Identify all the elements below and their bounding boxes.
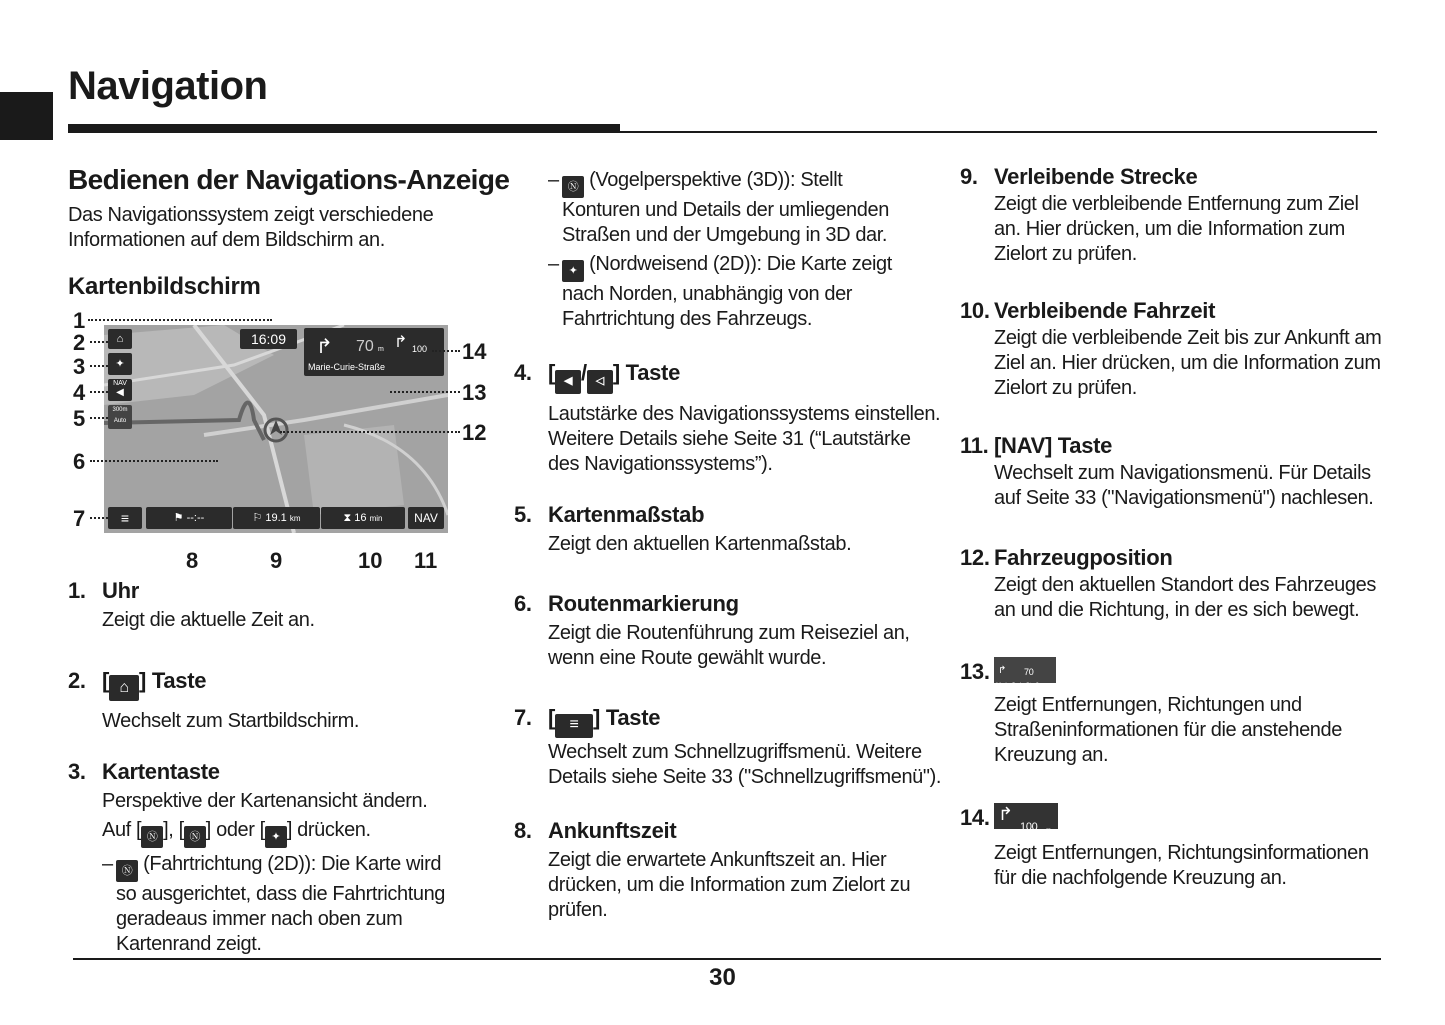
turn-distance: 70 xyxy=(356,338,374,355)
text: (Vogelperspektive (3D)): Stellt xyxy=(584,169,843,191)
item-number: 3. xyxy=(68,759,86,784)
item-number: 13. xyxy=(960,659,990,684)
text-line: Zeigt die verbleibende Entfernung zum Ziel xyxy=(994,193,1359,215)
item-title: Fahrzeugposition xyxy=(994,545,1173,570)
bracket: [ xyxy=(548,705,556,730)
text-line: für die nachfolgende Kreuzung an. xyxy=(994,867,1287,889)
leader-line xyxy=(90,517,108,519)
volume-button[interactable] xyxy=(108,379,132,401)
home-icon: ⌂ xyxy=(109,675,139,701)
menu-icon: ≡ xyxy=(555,714,593,738)
item-8 xyxy=(514,818,910,923)
item-title: Kartentaste xyxy=(102,759,220,784)
text-line: des Navigationssystems”). xyxy=(548,453,773,475)
callout-9: 9 xyxy=(270,548,283,573)
distance-unit: km xyxy=(289,514,301,523)
following-junction-icon xyxy=(994,803,1058,834)
nav-button[interactable]: NAV xyxy=(408,507,444,529)
text-line: Konturen und Details der umliegenden xyxy=(562,199,889,221)
flag-icon: ⚐ xyxy=(252,512,266,524)
callout-11: 11 xyxy=(414,548,438,573)
text-line: wenn eine Route gewählt wurde. xyxy=(548,647,827,669)
item-number: 9. xyxy=(960,164,978,189)
item-text: Zeigt die aktuelle Zeit an. xyxy=(102,609,315,631)
volume-label: NAV xyxy=(113,380,127,387)
text-line: prüfen. xyxy=(548,899,608,921)
clock: 16:09 xyxy=(240,329,297,349)
item-5 xyxy=(514,502,851,557)
speaker-icon: ◀ xyxy=(116,387,124,398)
item-title: Ankunftszeit xyxy=(548,818,677,843)
item-number: 8. xyxy=(514,818,532,843)
nav-mute-icon: ◁ xyxy=(587,370,613,394)
leader-line xyxy=(390,391,460,393)
item-6 xyxy=(514,591,910,671)
item-1 xyxy=(68,578,315,633)
dash: – xyxy=(548,253,559,275)
item-title: ] Taste xyxy=(593,705,661,730)
remaining-time[interactable] xyxy=(321,507,405,529)
item-title: Verbleibende Fahrzeit xyxy=(994,298,1216,323)
item-number: 7. xyxy=(514,705,532,730)
item-title: ] Taste xyxy=(139,668,207,693)
leader-line xyxy=(90,341,108,343)
item-10 xyxy=(960,298,1381,401)
text-line: Zeigt die verbleibende Zeit bis zur Ankunft am xyxy=(994,327,1382,349)
item-title: Verleibende Strecke xyxy=(994,164,1198,189)
footer-rule xyxy=(73,958,1381,960)
item-title: Kartenmaßstab xyxy=(548,502,705,527)
subheading: Kartenbildschirm xyxy=(68,273,261,300)
item-number: 2. xyxy=(68,668,86,693)
item-number: 1. xyxy=(68,578,86,603)
item-text: Perspektive der Kartenansicht ändern. xyxy=(102,790,428,812)
item-number: 4. xyxy=(514,360,532,385)
scale-value: 300m xyxy=(112,407,128,413)
callout-13: 13 xyxy=(462,380,487,405)
text-line: Das Navigationssystem zeigt verschiedene xyxy=(68,204,434,226)
text-line: Weitere Details siehe Seite 31 (“Lautstärke xyxy=(548,428,911,450)
next-junction-icon xyxy=(994,657,1056,689)
text: ], [ xyxy=(163,819,184,841)
item-text xyxy=(102,818,445,848)
text-line: geradeaus immer nach oben zum xyxy=(116,908,403,930)
item-title: ] Taste xyxy=(612,360,681,385)
callout-3: 3 xyxy=(73,354,86,379)
hourglass-icon: ⧗ xyxy=(343,512,355,524)
text-line: Zielort zu prüfen. xyxy=(994,243,1137,265)
text-line: Straßeninformationen für die anstehende xyxy=(994,719,1342,741)
callout-5: 5 xyxy=(73,406,86,431)
text-line: nach Norden, unabhängig von der xyxy=(562,283,853,305)
leader-line xyxy=(280,431,460,433)
home-button[interactable]: ⌂ xyxy=(108,329,132,349)
section-heading: Bedienen der Navigations-Anzeige xyxy=(68,164,510,195)
north-up-icon: ✦ xyxy=(562,260,584,282)
remaining-distance[interactable] xyxy=(233,507,320,529)
street-name: Marie-Curie-Straße xyxy=(308,362,386,372)
item-number: 12. xyxy=(960,545,990,570)
text-line: Lautstärke des Navigationssystems einstellen. xyxy=(548,403,941,425)
bracket: [ xyxy=(548,360,556,385)
bullet-bird-view xyxy=(548,168,889,248)
callout-2: 2 xyxy=(73,330,86,355)
icon-distance: 100 xyxy=(1020,821,1038,833)
callout-8: 8 xyxy=(186,548,199,573)
callout-1: 1 xyxy=(73,308,86,333)
callout-6: 6 xyxy=(73,449,86,474)
slash: / xyxy=(581,360,587,385)
second-turn-distance: 100 xyxy=(412,344,428,354)
text-line: drücken, um die Information zum Zielort zu xyxy=(548,874,911,896)
arrival-value: --:-- xyxy=(186,512,205,524)
leader-line xyxy=(88,319,272,321)
item-text: Zeigt den aktuellen Kartenmaßstab. xyxy=(548,533,852,555)
item-number: 14. xyxy=(960,805,990,830)
callout-12: 12 xyxy=(462,420,487,445)
bird-view-icon: Ⓝ xyxy=(184,826,206,848)
text-line: Informationen auf dem Bildschirm an. xyxy=(68,229,385,251)
item-title: Routenmarkierung xyxy=(548,591,739,616)
text-line: an und die Richtung, in der es sich bewegt. xyxy=(994,599,1360,621)
text-line: Zeigt die Routenführung zum Reiseziel an, xyxy=(548,622,910,644)
title-rule-thick xyxy=(68,124,620,133)
text: ] oder [ xyxy=(205,819,265,841)
duration-unit: min xyxy=(369,514,383,523)
text-line: Zeigt Entfernungen, Richtungen und xyxy=(994,694,1302,716)
turn-icon: ↱ xyxy=(316,336,333,358)
intro-text xyxy=(68,203,433,253)
map-view-button[interactable]: ✦ xyxy=(108,353,132,375)
item-number: 6. xyxy=(514,591,532,616)
item-number: 11. xyxy=(960,433,989,458)
item-3 xyxy=(68,759,445,957)
text-line: Wechselt zum Navigationsmenü. Für Details xyxy=(994,462,1371,484)
text-line: Wechselt zum Schnellzugriffsmenü. Weitere xyxy=(548,741,922,763)
page-title: Navigation xyxy=(68,64,268,108)
title-rule-thin xyxy=(620,131,1377,133)
item-number: 5. xyxy=(514,502,532,527)
item-number: 10. xyxy=(960,298,990,323)
heading-up-icon: Ⓝ xyxy=(141,826,163,848)
item-4 xyxy=(514,360,940,477)
text: (Fahrtrichtung (2D)): Die Karte wird xyxy=(138,853,442,875)
item-14 xyxy=(960,803,1369,891)
text-line: Straßen und der Umgebung in 3D dar. xyxy=(562,224,888,246)
leader-line xyxy=(90,365,108,367)
item-title: Uhr xyxy=(102,578,139,603)
duration-value: 16 xyxy=(354,512,367,524)
text-line: Zeigt die erwartete Ankunftszeit an. Hier xyxy=(548,849,887,871)
bullet xyxy=(102,852,445,957)
bird-view-icon: Ⓝ xyxy=(562,176,584,198)
text-line: auf Seite 33 ("Navigationsmenü") nachlesen. xyxy=(994,487,1374,509)
arrival-time[interactable] xyxy=(146,507,232,529)
text-line: Zielort zu prüfen. xyxy=(994,377,1137,399)
text-line: Details siehe Seite 33 ("Schnellzugriffsmenü"). xyxy=(548,766,942,788)
callout-4: 4 xyxy=(73,380,86,405)
text-line: Kreuzung an. xyxy=(994,744,1109,766)
item-2 xyxy=(68,668,359,734)
map-scale[interactable] xyxy=(108,405,132,429)
text: ] drücken. xyxy=(286,819,371,841)
icon-unit: m xyxy=(1046,828,1051,834)
item-text: Wechselt zum Startbildschirm. xyxy=(102,710,359,732)
bullet-north-up xyxy=(548,252,892,332)
turn-unit: m xyxy=(378,346,384,353)
heading-up-icon: Ⓝ xyxy=(116,860,138,882)
dash: – xyxy=(102,853,113,875)
text: Auf [ xyxy=(102,819,142,841)
scale-mode: Auto xyxy=(113,418,127,424)
turn-icon: ↱ xyxy=(998,804,1013,824)
text-line: Zeigt Entfernungen, Richtungsinformationen xyxy=(994,842,1369,864)
text-line: so ausgerichtet, dass die Fahrtrichtung xyxy=(116,883,446,905)
bracket: [ xyxy=(102,668,110,693)
turn-icon: ↱ xyxy=(998,665,1007,676)
icon-distance: 70 xyxy=(1024,667,1034,677)
leader-line xyxy=(432,350,460,352)
nav-volume-icon: ◀ xyxy=(555,370,581,394)
page-number: 30 xyxy=(709,964,736,991)
chapter-tab xyxy=(0,92,53,140)
leader-line xyxy=(90,460,218,462)
arrival-icon: ⚑ xyxy=(173,512,187,524)
menu-button[interactable]: ≡ xyxy=(108,507,142,529)
text-line: Ziel an. Hier drücken, um die Information zum xyxy=(994,352,1381,374)
north-up-icon: ✦ xyxy=(265,826,287,848)
dash: – xyxy=(548,169,559,191)
item-9 xyxy=(960,164,1359,267)
icon-street: Marie-Curie-Straße xyxy=(996,683,1042,689)
text-line: Kartenrand zeigt. xyxy=(116,933,262,955)
item-12 xyxy=(960,545,1376,623)
item-7 xyxy=(514,705,941,790)
map-screen xyxy=(104,325,448,533)
item-11 xyxy=(960,433,1373,511)
distance-value: 19.1 xyxy=(265,512,287,524)
next-turn-panel[interactable] xyxy=(304,328,444,376)
callout-10: 10 xyxy=(358,548,383,573)
text: (Nordweisend (2D)): Die Karte zeigt xyxy=(584,253,892,275)
text-line: an. Hier drücken, um die Information zum xyxy=(994,218,1345,240)
leader-line xyxy=(90,391,108,393)
second-turn-icon: ↱ xyxy=(394,334,408,351)
text-line: Zeigt den aktuellen Standort des Fahrzeuges xyxy=(994,574,1376,596)
callout-14: 14 xyxy=(462,339,487,364)
leader-line xyxy=(90,417,108,419)
item-13 xyxy=(960,657,1342,768)
item-title: [NAV] Taste xyxy=(994,433,1113,458)
callout-7: 7 xyxy=(73,506,86,531)
text-line: Fahrtrichtung des Fahrzeugs. xyxy=(562,308,813,330)
